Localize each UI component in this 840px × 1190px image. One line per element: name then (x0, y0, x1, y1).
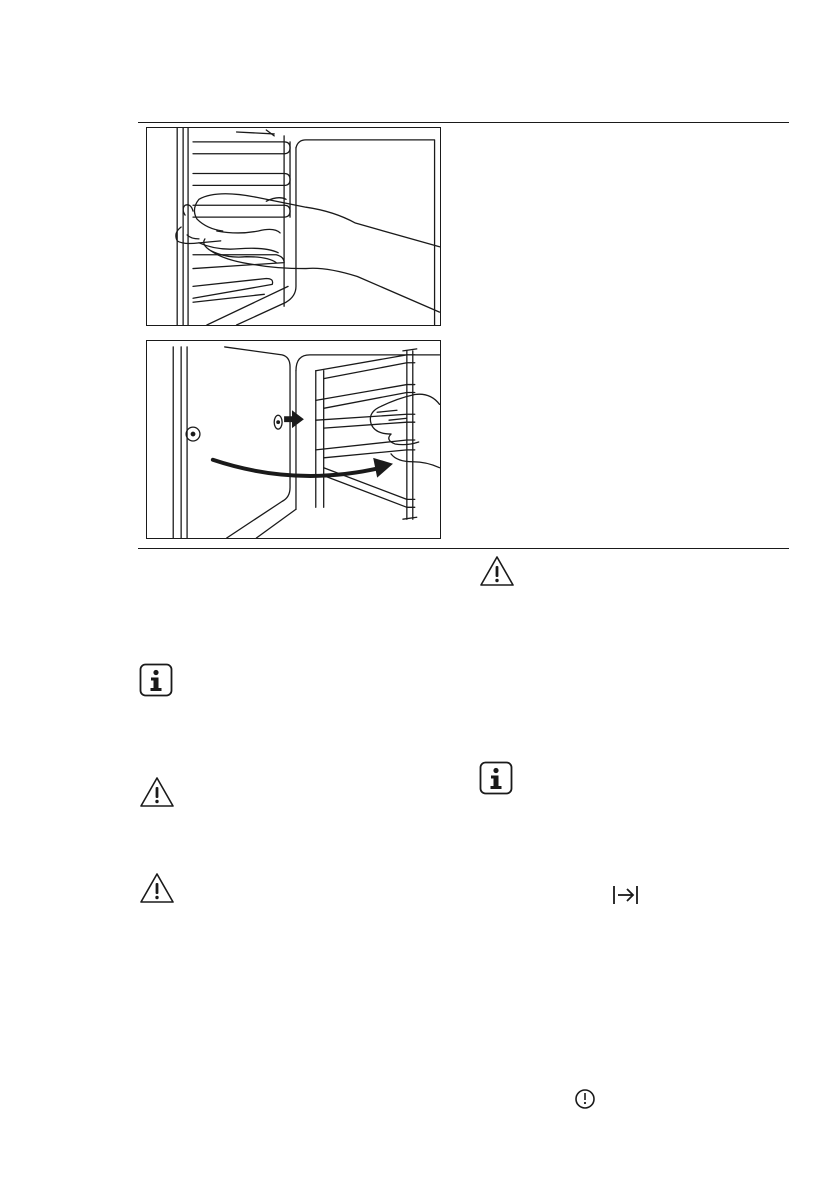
warning-triangle-icon (139, 872, 175, 904)
figure-remove-shelf-support (146, 127, 441, 326)
info-icon (479, 761, 513, 795)
figure-reinstall-shelf-support (146, 340, 441, 539)
section-rule (138, 548, 789, 549)
shelf-support-insert-arrow-illustration (147, 341, 440, 538)
clock-icon (574, 1088, 596, 1110)
skip-to-end-icon (611, 884, 641, 906)
top-rule (138, 122, 789, 123)
warning-triangle-icon (479, 555, 515, 587)
warning-triangle-icon (139, 776, 175, 808)
info-icon (139, 663, 173, 697)
hand-pulling-shelf-support-illustration (147, 128, 440, 325)
